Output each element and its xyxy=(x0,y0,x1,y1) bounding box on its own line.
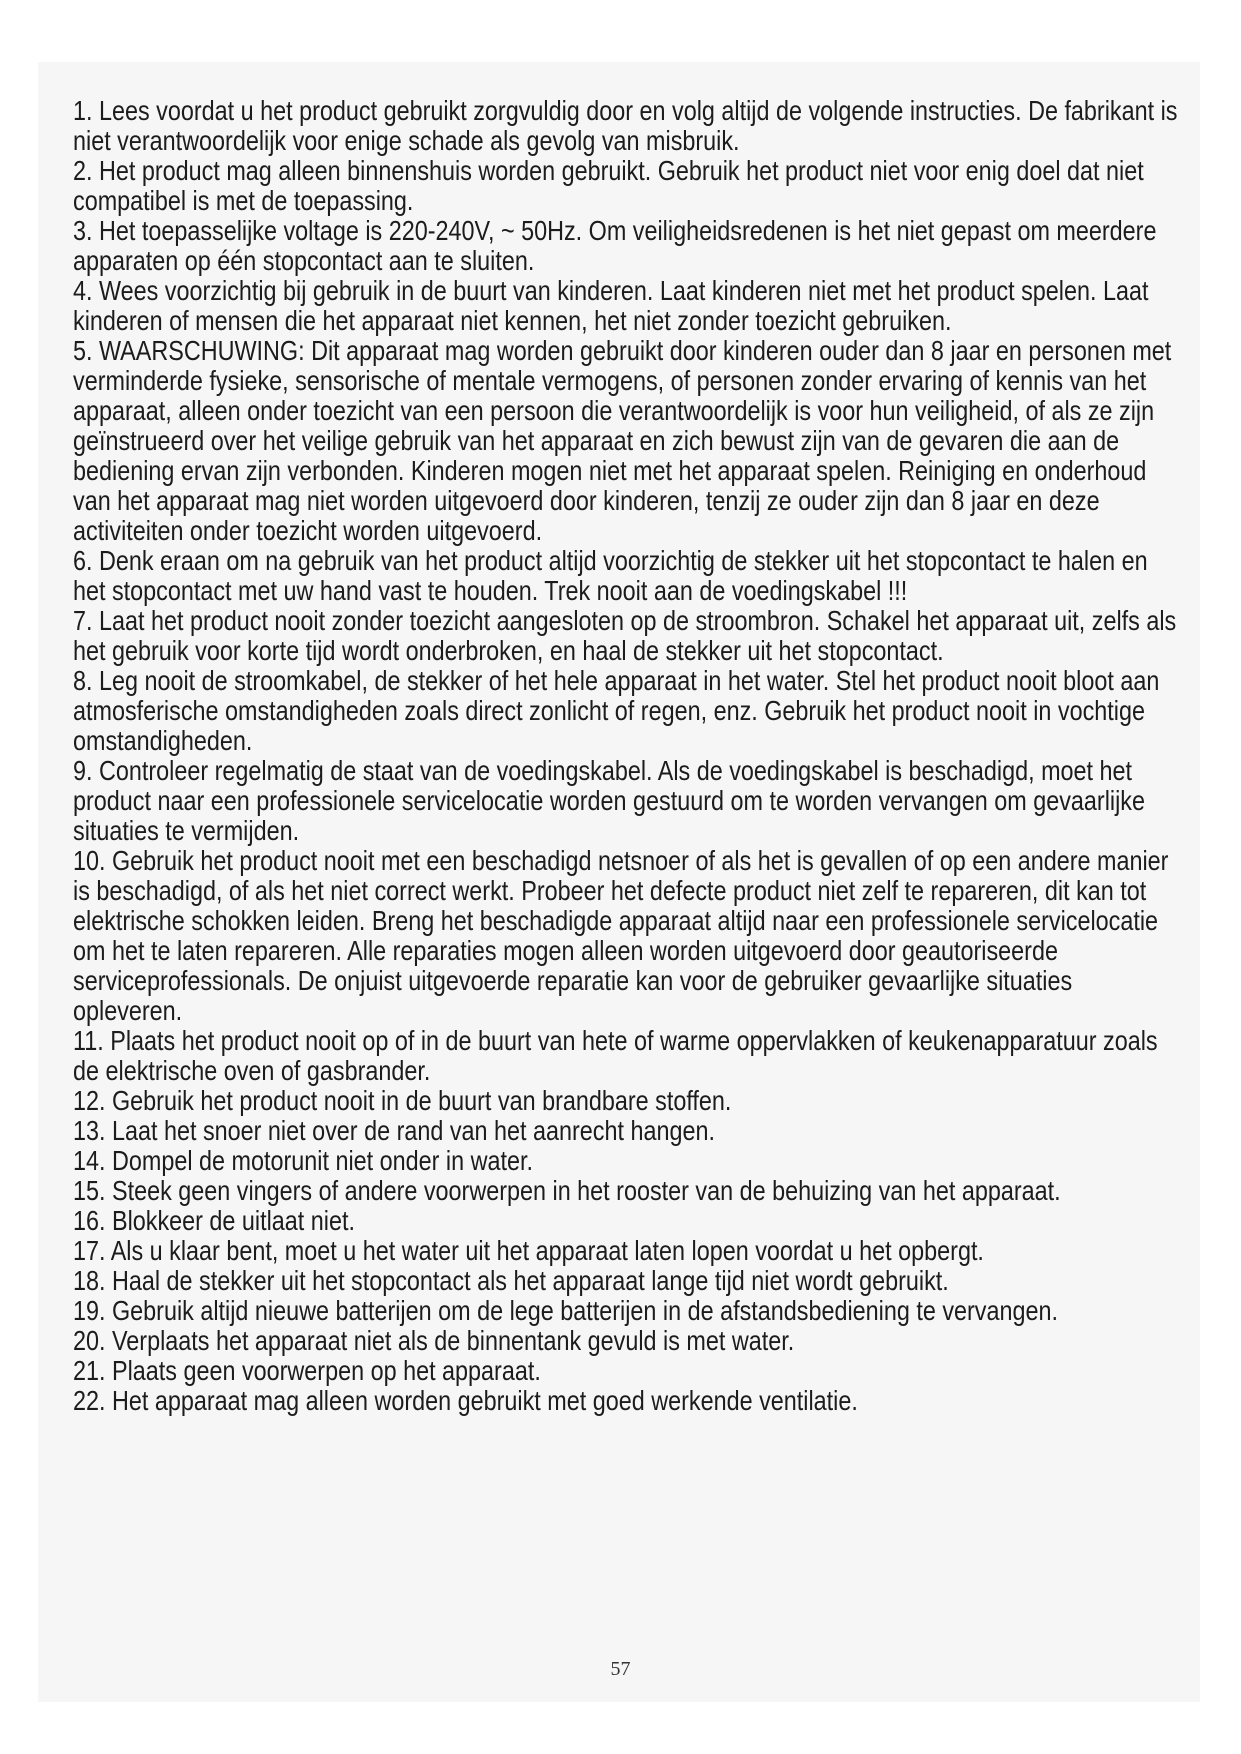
instruction-item: 9. Controleer regelmatig de staat van de voedingskabel. Als de voedingskabel is beschadigd, moet het product naar een professionele servicelocatie worden gestuurd om te worden vervangen om gevaarlijke situaties te vermijden. xyxy=(73,755,1145,846)
instruction-item: 16. Blokkeer de uitlaat niet. xyxy=(73,1205,355,1236)
instruction-item: 20. Verplaats het apparaat niet als de binnentank gevuld is met water. xyxy=(73,1325,795,1356)
safety-instructions-list xyxy=(73,96,1178,1416)
instruction-item: 5. WAARSCHUWING: Dit apparaat mag worden gebruikt door kinderen ouder dan 8 jaar en personen met verminderde fysieke, sensorische of mentale vermogens, of personen zonder ervaring of kennis van het apparaat, alleen onder toezicht van een persoon die verantwoordelijk is voor hun veiligheid, of als ze zijn geïnstrueerd over het veilige gebruik van het apparaat en zich bewust zijn van de gevaren die aan de bediening ervan zijn verbonden. Kinderen mogen niet met het apparaat spelen. Reiniging en onderhoud van het apparaat mag niet worden uitgevoerd door kinderen, tenzij ze ouder zijn dan 8 jaar en deze activiteiten onder toezicht worden uitgevoerd. xyxy=(73,335,1172,546)
instruction-item: 22. Het apparaat mag alleen worden gebruikt met goed werkende ventilatie. xyxy=(73,1385,858,1416)
instruction-item: 15. Steek geen vingers of andere voorwerpen in het rooster van de behuizing van het apparaat. xyxy=(73,1175,1061,1206)
instruction-item: 19. Gebruik altijd nieuwe batterijen om de lege batterijen in de afstandsbediening te vervangen. xyxy=(73,1295,1059,1326)
instruction-item: 3. Het toepasselijke voltage is 220-240V, ~ 50Hz. Om veiligheidsredenen is het niet gepast om meerdere apparaten op één stopcontact aan te sluiten. xyxy=(73,215,1157,276)
instruction-item: 4. Wees voorzichtig bij gebruik in de buurt van kinderen. Laat kinderen niet met het product spelen. Laat kinderen of mensen die het apparaat niet kennen, het niet zonder toezicht gebruiken. xyxy=(73,275,1149,336)
instruction-item: 7. Laat het product nooit zonder toezicht aangesloten op de stroombron. Schakel het apparaat uit, zelfs als het gebruik voor korte tijd wordt onderbroken, en haal de stekker uit het stopcontact. xyxy=(73,605,1177,666)
instruction-item: 14. Dompel de motorunit niet onder in water. xyxy=(73,1145,533,1176)
instruction-item: 1. Lees voordat u het product gebruikt zorgvuldig door en volg altijd de volgende instructies. De fabrikant is niet verantwoordelijk voor enige schade als gevolg van misbruik. xyxy=(73,95,1178,156)
instruction-item: 17. Als u klaar bent, moet u het water uit het apparaat laten lopen voordat u het opbergt. xyxy=(73,1235,984,1266)
instruction-item: 13. Laat het snoer niet over de rand van het aanrecht hangen. xyxy=(73,1115,715,1146)
instruction-item: 6. Denk eraan om na gebruik van het product altijd voorzichtig de stekker uit het stopcontact te halen en het stopcontact met uw hand vast te houden. Trek nooit aan de voedingskabel !!! xyxy=(73,545,1148,606)
instruction-item: 8. Leg nooit de stroomkabel, de stekker of het hele apparaat in het water. Stel het product nooit bloot aan atmosferische omstandigheden zoals direct zonlicht of regen, enz. Gebruik het product nooit in vochtige omstandigheden. xyxy=(73,665,1160,756)
instruction-item: 2. Het product mag alleen binnenshuis worden gebruikt. Gebruik het product niet voor enig doel dat niet compatibel is met de toepassing. xyxy=(73,155,1144,216)
instruction-item: 10. Gebruik het product nooit met een beschadigd netsnoer of als het is gevallen of op een andere manier is beschadigd, of als het niet correct werkt. Probeer het defecte product niet zelf te repareren, dit kan tot elektrische schokken leiden. Breng het beschadigde apparaat altijd naar een professionele servicelocatie om het te laten repareren. Alle reparaties mogen alleen worden uitgevoerd door geautoriseerde serviceprofessionals. De onjuist uitgevoerde reparatie kan voor de gebruiker gevaarlijke situaties opleveren. xyxy=(73,845,1169,1026)
page-number: 57 xyxy=(610,1658,631,1680)
instruction-item: 18. Haal de stekker uit het stopcontact als het apparaat lange tijd niet wordt gebruikt. xyxy=(73,1265,949,1296)
instruction-item: 21. Plaats geen voorwerpen op het apparaat. xyxy=(73,1355,541,1386)
instruction-item: 11. Plaats het product nooit op of in de buurt van hete of warme oppervlakken of keukenapparatuur zoals de elektrische oven of gasbrander. xyxy=(73,1025,1158,1086)
instruction-item: 12. Gebruik het product nooit in de buurt van brandbare stoffen. xyxy=(73,1085,732,1116)
